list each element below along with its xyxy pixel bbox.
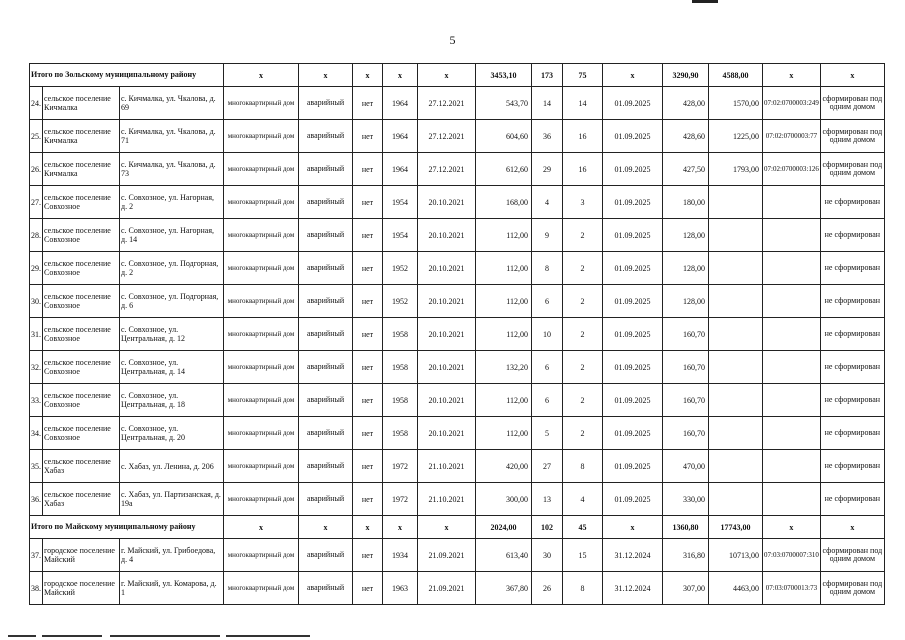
- building-type-cell: многоквартирный дом: [224, 417, 299, 450]
- cadastral-number-cell: 07:02:0700003:249: [763, 87, 821, 120]
- building-type-cell: многоквартирный дом: [224, 120, 299, 153]
- district-total-cell: х: [353, 64, 383, 87]
- status-cell: аварийный: [299, 351, 353, 384]
- table-row: [30, 417, 885, 450]
- settlement-cell: сельское поселение Хабаз: [43, 483, 120, 516]
- apartments-cell: 2: [563, 384, 603, 417]
- row-number-cell: 35.: [30, 450, 43, 483]
- table-row: [30, 572, 885, 605]
- new-area-cell: 160,70: [663, 417, 709, 450]
- area-cell: 612,60: [476, 153, 532, 186]
- area-cell: 112,00: [476, 384, 532, 417]
- cost-cell: [709, 384, 763, 417]
- settlement-cell: сельское поселение Совхозное: [43, 351, 120, 384]
- land-plot-state-cell: не сформирован: [820, 318, 884, 351]
- table-row: [30, 483, 885, 516]
- new-area-cell: 470,00: [663, 450, 709, 483]
- cost-cell: [709, 450, 763, 483]
- cost-cell: [709, 186, 763, 219]
- status-cell: аварийный: [299, 450, 353, 483]
- residents-cell: 27: [532, 450, 563, 483]
- apartments-cell: 16: [563, 120, 603, 153]
- area-cell: 112,00: [476, 252, 532, 285]
- building-type-cell: многоквартирный дом: [224, 351, 299, 384]
- deadline-cell: 01.09.2025: [603, 351, 663, 384]
- land-plot-state-cell: не сформирован: [820, 417, 884, 450]
- deadline-cell: 01.09.2025: [603, 87, 663, 120]
- deadline-cell: 01.09.2025: [603, 153, 663, 186]
- cadastral-number-cell: [763, 483, 821, 516]
- status-cell: аварийный: [299, 219, 353, 252]
- cadastral-number-cell: [763, 252, 821, 285]
- cadastral-number-cell: [763, 417, 821, 450]
- cost-cell: [709, 318, 763, 351]
- flag-cell: нет: [353, 351, 383, 384]
- cost-cell: [709, 417, 763, 450]
- new-area-cell: 428,60: [663, 120, 709, 153]
- recognition-date-cell: 20.10.2021: [418, 384, 476, 417]
- district-total-cell: х: [224, 516, 299, 539]
- district-total-cell: 17743,00: [709, 516, 763, 539]
- table-row: [30, 153, 885, 186]
- area-cell: 132,20: [476, 351, 532, 384]
- land-plot-state-cell: сформирован под одним домом: [820, 153, 884, 186]
- land-plot-state-cell: сформирован под одним домом: [820, 120, 884, 153]
- status-cell: аварийный: [299, 539, 353, 572]
- recognition-date-cell: 21.10.2021: [418, 483, 476, 516]
- district-total-cell: х: [763, 516, 821, 539]
- cost-cell: [709, 285, 763, 318]
- table-row: [30, 186, 885, 219]
- year-cell: 1958: [383, 384, 418, 417]
- apartments-cell: 8: [563, 572, 603, 605]
- district-total-cell: х: [383, 64, 418, 87]
- row-number-cell: 33.: [30, 384, 43, 417]
- year-cell: 1964: [383, 153, 418, 186]
- district-total-cell: х: [299, 516, 353, 539]
- flag-cell: нет: [353, 252, 383, 285]
- address-cell: с. Совхозное, ул. Центральная, д. 20: [120, 417, 224, 450]
- housing-register-table: [29, 63, 885, 605]
- flag-cell: нет: [353, 572, 383, 605]
- new-area-cell: 316,80: [663, 539, 709, 572]
- land-plot-state-cell: не сформирован: [820, 450, 884, 483]
- address-cell: с. Хабаз, ул. Ленина, д. 206: [120, 450, 224, 483]
- row-number-cell: 24.: [30, 87, 43, 120]
- status-cell: аварийный: [299, 417, 353, 450]
- apartments-cell: 2: [563, 417, 603, 450]
- recognition-date-cell: 21.10.2021: [418, 450, 476, 483]
- residents-cell: 29: [532, 153, 563, 186]
- deadline-cell: 01.09.2025: [603, 417, 663, 450]
- residents-cell: 6: [532, 351, 563, 384]
- residents-cell: 13: [532, 483, 563, 516]
- deadline-cell: 01.09.2025: [603, 450, 663, 483]
- district-total-cell: 3290,90: [663, 64, 709, 87]
- status-cell: аварийный: [299, 384, 353, 417]
- district-total-cell: 45: [563, 516, 603, 539]
- year-cell: 1972: [383, 450, 418, 483]
- area-cell: 112,00: [476, 285, 532, 318]
- flag-cell: нет: [353, 285, 383, 318]
- district-total-cell: 4588,00: [709, 64, 763, 87]
- flag-cell: нет: [353, 417, 383, 450]
- deadline-cell: 01.09.2025: [603, 219, 663, 252]
- area-cell: 112,00: [476, 219, 532, 252]
- year-cell: 1954: [383, 219, 418, 252]
- row-number-cell: 29.: [30, 252, 43, 285]
- cost-cell: [709, 483, 763, 516]
- year-cell: 1934: [383, 539, 418, 572]
- year-cell: 1972: [383, 483, 418, 516]
- area-cell: 300,00: [476, 483, 532, 516]
- district-total-label: Итого по Зольскому муниципальному району: [30, 64, 224, 87]
- scan-edge-artifacts: [0, 632, 905, 640]
- residents-cell: 9: [532, 219, 563, 252]
- cost-cell: 4463,00: [709, 572, 763, 605]
- district-total-cell: х: [418, 516, 476, 539]
- district-total-cell: 2024,00: [476, 516, 532, 539]
- land-plot-state-cell: не сформирован: [820, 285, 884, 318]
- deadline-cell: 01.09.2025: [603, 120, 663, 153]
- new-area-cell: 160,70: [663, 384, 709, 417]
- table-row: [30, 351, 885, 384]
- district-total-cell: 173: [532, 64, 563, 87]
- apartments-cell: 8: [563, 450, 603, 483]
- recognition-date-cell: 20.10.2021: [418, 417, 476, 450]
- status-cell: аварийный: [299, 572, 353, 605]
- apartments-cell: 2: [563, 219, 603, 252]
- table-row: [30, 450, 885, 483]
- recognition-date-cell: 27.12.2021: [418, 87, 476, 120]
- new-area-cell: 160,70: [663, 351, 709, 384]
- status-cell: аварийный: [299, 318, 353, 351]
- year-cell: 1963: [383, 572, 418, 605]
- address-cell: с. Совхозное, ул. Центральная, д. 12: [120, 318, 224, 351]
- land-plot-state-cell: не сформирован: [820, 219, 884, 252]
- flag-cell: нет: [353, 318, 383, 351]
- building-type-cell: многоквартирный дом: [224, 539, 299, 572]
- land-plot-state-cell: сформирован под одним домом: [820, 539, 884, 572]
- settlement-cell: сельское поселение Совхозное: [43, 384, 120, 417]
- land-plot-state-cell: не сформирован: [820, 483, 884, 516]
- row-number-cell: 38.: [30, 572, 43, 605]
- row-number-cell: 30.: [30, 285, 43, 318]
- year-cell: 1958: [383, 318, 418, 351]
- area-cell: 420,00: [476, 450, 532, 483]
- row-number-cell: 28.: [30, 219, 43, 252]
- status-cell: аварийный: [299, 186, 353, 219]
- deadline-cell: 01.09.2025: [603, 285, 663, 318]
- cadastral-number-cell: [763, 285, 821, 318]
- building-type-cell: многоквартирный дом: [224, 219, 299, 252]
- table-row: [30, 539, 885, 572]
- area-cell: 543,70: [476, 87, 532, 120]
- district-total-cell: х: [418, 64, 476, 87]
- flag-cell: нет: [353, 539, 383, 572]
- deadline-cell: 01.09.2025: [603, 318, 663, 351]
- cadastral-number-cell: [763, 219, 821, 252]
- building-type-cell: многоквартирный дом: [224, 450, 299, 483]
- settlement-cell: сельское поселение Совхозное: [43, 417, 120, 450]
- new-area-cell: 128,00: [663, 252, 709, 285]
- status-cell: аварийный: [299, 483, 353, 516]
- building-type-cell: многоквартирный дом: [224, 572, 299, 605]
- status-cell: аварийный: [299, 252, 353, 285]
- recognition-date-cell: 20.10.2021: [418, 186, 476, 219]
- table-row: [30, 120, 885, 153]
- apartments-cell: 2: [563, 252, 603, 285]
- address-cell: с. Совхозное, ул. Нагорная, д. 14: [120, 219, 224, 252]
- address-cell: г. Майский, ул. Грибоедова, д. 4: [120, 539, 224, 572]
- flag-cell: нет: [353, 384, 383, 417]
- apartments-cell: 2: [563, 318, 603, 351]
- flag-cell: нет: [353, 450, 383, 483]
- residents-cell: 5: [532, 417, 563, 450]
- cost-cell: [709, 252, 763, 285]
- flag-cell: нет: [353, 120, 383, 153]
- row-number-cell: 31.: [30, 318, 43, 351]
- residents-cell: 4: [532, 186, 563, 219]
- address-cell: с. Кичмалка, ул. Чкалова, д. 69: [120, 87, 224, 120]
- cadastral-number-cell: [763, 384, 821, 417]
- apartments-cell: 2: [563, 351, 603, 384]
- area-cell: 604,60: [476, 120, 532, 153]
- district-total-cell: х: [353, 516, 383, 539]
- building-type-cell: многоквартирный дом: [224, 186, 299, 219]
- settlement-cell: сельское поселение Совхозное: [43, 285, 120, 318]
- deadline-cell: 01.09.2025: [603, 483, 663, 516]
- residents-cell: 26: [532, 572, 563, 605]
- apartments-cell: 4: [563, 483, 603, 516]
- district-total-cell: х: [820, 516, 884, 539]
- district-total-cell: 3453,10: [476, 64, 532, 87]
- cost-cell: [709, 219, 763, 252]
- district-total-cell: х: [820, 64, 884, 87]
- flag-cell: нет: [353, 153, 383, 186]
- district-total-cell: х: [299, 64, 353, 87]
- settlement-cell: сельское поселение Совхозное: [43, 186, 120, 219]
- new-area-cell: 128,00: [663, 219, 709, 252]
- district-total-label: Итого по Майскому муниципальному району: [30, 516, 224, 539]
- land-plot-state-cell: не сформирован: [820, 186, 884, 219]
- year-cell: 1954: [383, 186, 418, 219]
- recognition-date-cell: 20.10.2021: [418, 252, 476, 285]
- status-cell: аварийный: [299, 153, 353, 186]
- building-type-cell: многоквартирный дом: [224, 285, 299, 318]
- apartments-cell: 3: [563, 186, 603, 219]
- area-cell: 112,00: [476, 318, 532, 351]
- district-total-cell: х: [224, 64, 299, 87]
- year-cell: 1952: [383, 252, 418, 285]
- cadastral-number-cell: 07:03:0700007:310: [763, 539, 821, 572]
- residents-cell: 36: [532, 120, 563, 153]
- residents-cell: 10: [532, 318, 563, 351]
- settlement-cell: сельское поселение Кичмалка: [43, 120, 120, 153]
- table-row: [30, 252, 885, 285]
- year-cell: 1958: [383, 351, 418, 384]
- building-type-cell: многоквартирный дом: [224, 87, 299, 120]
- address-cell: с. Хабаз, ул. Партизанская, д. 19а: [120, 483, 224, 516]
- recognition-date-cell: 20.10.2021: [418, 318, 476, 351]
- status-cell: аварийный: [299, 120, 353, 153]
- address-cell: с. Кичмалка, ул. Чкалова, д. 71: [120, 120, 224, 153]
- cadastral-number-cell: [763, 351, 821, 384]
- row-number-cell: 37.: [30, 539, 43, 572]
- flag-cell: нет: [353, 219, 383, 252]
- cost-cell: 1793,00: [709, 153, 763, 186]
- address-cell: с. Совхозное, ул. Центральная, д. 18: [120, 384, 224, 417]
- deadline-cell: 31.12.2024: [603, 572, 663, 605]
- new-area-cell: 160,70: [663, 318, 709, 351]
- table-row: [30, 87, 885, 120]
- settlement-cell: сельское поселение Совхозное: [43, 252, 120, 285]
- district-total-row: [30, 64, 885, 87]
- land-plot-state-cell: сформирован под одним домом: [820, 87, 884, 120]
- cadastral-number-cell: [763, 318, 821, 351]
- new-area-cell: 428,00: [663, 87, 709, 120]
- cost-cell: 10713,00: [709, 539, 763, 572]
- year-cell: 1958: [383, 417, 418, 450]
- table-row: [30, 318, 885, 351]
- land-plot-state-cell: не сформирован: [820, 252, 884, 285]
- area-cell: 613,40: [476, 539, 532, 572]
- new-area-cell: 128,00: [663, 285, 709, 318]
- cadastral-number-cell: 07:02:0700003:126: [763, 153, 821, 186]
- settlement-cell: городское поселение Майский: [43, 572, 120, 605]
- apartments-cell: 16: [563, 153, 603, 186]
- district-total-cell: х: [763, 64, 821, 87]
- address-cell: с. Кичмалка, ул. Чкалова, д. 73: [120, 153, 224, 186]
- row-number-cell: 36.: [30, 483, 43, 516]
- residents-cell: 6: [532, 384, 563, 417]
- district-total-cell: 1360,80: [663, 516, 709, 539]
- deadline-cell: 31.12.2024: [603, 539, 663, 572]
- flag-cell: нет: [353, 186, 383, 219]
- building-type-cell: многоквартирный дом: [224, 318, 299, 351]
- land-plot-state-cell: не сформирован: [820, 384, 884, 417]
- new-area-cell: 180,00: [663, 186, 709, 219]
- settlement-cell: сельское поселение Хабаз: [43, 450, 120, 483]
- cadastral-number-cell: 07:02:0700003:77: [763, 120, 821, 153]
- settlement-cell: сельское поселение Кичмалка: [43, 153, 120, 186]
- address-cell: г. Майский, ул. Комарова, д. 1: [120, 572, 224, 605]
- cadastral-number-cell: [763, 186, 821, 219]
- deadline-cell: 01.09.2025: [603, 186, 663, 219]
- cost-cell: [709, 351, 763, 384]
- land-plot-state-cell: сформирован под одним домом: [820, 572, 884, 605]
- table-row: [30, 219, 885, 252]
- recognition-date-cell: 20.10.2021: [418, 351, 476, 384]
- settlement-cell: сельское поселение Совхозное: [43, 219, 120, 252]
- row-number-cell: 26.: [30, 153, 43, 186]
- table-row: [30, 384, 885, 417]
- residents-cell: 8: [532, 252, 563, 285]
- area-cell: 112,00: [476, 417, 532, 450]
- deadline-cell: 01.09.2025: [603, 384, 663, 417]
- row-number-cell: 34.: [30, 417, 43, 450]
- area-cell: 168,00: [476, 186, 532, 219]
- year-cell: 1964: [383, 87, 418, 120]
- settlement-cell: сельское поселение Совхозное: [43, 318, 120, 351]
- recognition-date-cell: 21.09.2021: [418, 539, 476, 572]
- recognition-date-cell: 21.09.2021: [418, 572, 476, 605]
- building-type-cell: многоквартирный дом: [224, 153, 299, 186]
- recognition-date-cell: 20.10.2021: [418, 219, 476, 252]
- address-cell: с. Совхозное, ул. Подгорная, д. 6: [120, 285, 224, 318]
- settlement-cell: городское поселение Майский: [43, 539, 120, 572]
- new-area-cell: 307,00: [663, 572, 709, 605]
- cost-cell: 1570,00: [709, 87, 763, 120]
- page-number: 5: [449, 33, 456, 47]
- residents-cell: 30: [532, 539, 563, 572]
- year-cell: 1964: [383, 120, 418, 153]
- address-cell: с. Совхозное, ул. Центральная, д. 14: [120, 351, 224, 384]
- year-cell: 1952: [383, 285, 418, 318]
- settlement-cell: сельское поселение Кичмалка: [43, 87, 120, 120]
- table-row: [30, 285, 885, 318]
- row-number-cell: 32.: [30, 351, 43, 384]
- recognition-date-cell: 27.12.2021: [418, 153, 476, 186]
- recognition-date-cell: 27.12.2021: [418, 120, 476, 153]
- district-total-cell: х: [603, 516, 663, 539]
- district-total-cell: х: [603, 64, 663, 87]
- area-cell: 367,80: [476, 572, 532, 605]
- district-total-cell: 75: [563, 64, 603, 87]
- row-number-cell: 25.: [30, 120, 43, 153]
- address-cell: с. Совхозное, ул. Подгорная, д. 2: [120, 252, 224, 285]
- new-area-cell: 427,50: [663, 153, 709, 186]
- address-cell: с. Совхозное, ул. Нагорная, д. 2: [120, 186, 224, 219]
- apartments-cell: 2: [563, 285, 603, 318]
- status-cell: аварийный: [299, 87, 353, 120]
- building-type-cell: многоквартирный дом: [224, 252, 299, 285]
- building-type-cell: многоквартирный дом: [224, 384, 299, 417]
- flag-cell: нет: [353, 483, 383, 516]
- district-total-cell: х: [383, 516, 418, 539]
- deadline-cell: 01.09.2025: [603, 252, 663, 285]
- recognition-date-cell: 20.10.2021: [418, 285, 476, 318]
- district-total-row: [30, 516, 885, 539]
- new-area-cell: 330,00: [663, 483, 709, 516]
- apartments-cell: 15: [563, 539, 603, 572]
- residents-cell: 14: [532, 87, 563, 120]
- row-number-cell: 27.: [30, 186, 43, 219]
- district-total-cell: 102: [532, 516, 563, 539]
- cost-cell: 1225,00: [709, 120, 763, 153]
- building-type-cell: многоквартирный дом: [224, 483, 299, 516]
- residents-cell: 6: [532, 285, 563, 318]
- cadastral-number-cell: 07:03:0700013:73: [763, 572, 821, 605]
- scan-mark: [692, 0, 718, 3]
- cadastral-number-cell: [763, 450, 821, 483]
- flag-cell: нет: [353, 87, 383, 120]
- land-plot-state-cell: не сформирован: [820, 351, 884, 384]
- status-cell: аварийный: [299, 285, 353, 318]
- apartments-cell: 14: [563, 87, 603, 120]
